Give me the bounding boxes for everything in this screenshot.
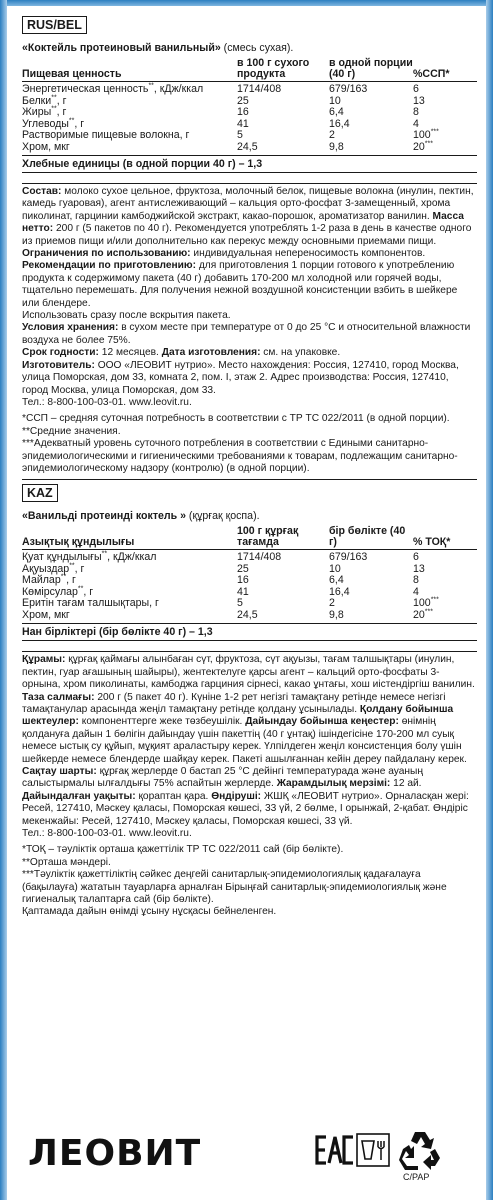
nutrient-name: Көмірсулар**, г xyxy=(22,585,94,598)
right-blue-edge xyxy=(486,0,493,1200)
percent-daily: 100*** xyxy=(413,128,439,141)
percent-daily: 8 xyxy=(413,574,419,587)
percent-daily: 20*** xyxy=(413,139,433,153)
col-header: бір бөлікте (40 г) xyxy=(329,526,413,550)
value-per-portion: 16,4 xyxy=(329,585,350,598)
nutrient-name: Ақуыздар**, г xyxy=(22,562,85,575)
section-label: Дайындау бойынша кеңестер: xyxy=(245,716,399,728)
section-text: ЖШҚ «ЛЕОВИТ нутрио». Орналасқан жері: Ресей, 127410, Мәскеу қаласы, Поморская көшесі, 33 үй, 2 бөлме, I орынжай, 2-қабат. Өндіріс мекенжайы: Ресей, 127410, Мәскеу қаласы, Поморская көшесі, 33 үй. xyxy=(22,790,469,827)
footnote: *ТОҚ – тәуліктік орташа қажеттілік ТР ТС 022/2011 сай (бір бөлікте). xyxy=(22,844,344,856)
section-label: Қолдану бойынша шектеулер: xyxy=(22,703,454,728)
percent-daily: 4 xyxy=(413,117,419,130)
nutrient-name: Энергетическая ценность**, кДж/ккал xyxy=(22,82,204,95)
col-header: % ТОҚ* xyxy=(413,526,477,550)
shelf-life: Срок годности: 12 месяцев. Дата изготовления: см. на упаковке. xyxy=(22,347,341,359)
value-per-100g: 1714/408 xyxy=(237,551,282,564)
nutrient-name: Майлар**, г xyxy=(22,573,76,587)
footnote: **Средние значения. xyxy=(22,425,121,437)
value-per-portion: 6,4 xyxy=(329,106,344,118)
section-text: 200 г (5 пакетов по 40 г). Рекомендуется употреблять 1-2 раза в день в качестве одного из приемов пищи и/или дополнительно как перекус между основными приемами пищи. xyxy=(22,223,472,247)
col-header: в 100 г сухого продукта xyxy=(237,58,329,82)
recycle-code: C/PAP xyxy=(403,1172,430,1182)
value-per-100g: 24,5 xyxy=(237,140,258,153)
nutrition-row xyxy=(22,107,477,119)
percent-daily: 4 xyxy=(413,585,419,598)
section-label: Өндіруші: xyxy=(211,790,262,802)
lang-badge-kaz: KAZ xyxy=(22,484,58,502)
nutrition-row xyxy=(22,130,477,142)
nutrient-name: Хром, мкг xyxy=(22,140,70,153)
storage-conditions: Условия хранения: в сухом месте при температуре от 0 до 25 °С и относительной влажности воздуха не более 75%. xyxy=(22,322,471,346)
section-label: Ограничения по использованию: xyxy=(22,248,191,260)
value-per-portion: 2 xyxy=(329,597,335,610)
nutrient-name: Белки**, г xyxy=(22,93,67,107)
value-per-100g: 16 xyxy=(237,574,249,587)
nutrient-name: Еритін тағам талшықтары, г xyxy=(22,597,159,610)
section-label: Масса нетто: xyxy=(22,210,464,235)
percent-daily: 8 xyxy=(413,106,419,118)
section-label: Жарамдылық мерзімі: xyxy=(276,778,391,790)
nutrient-name: Жиры**, г xyxy=(22,105,67,118)
section-text: құрғақ қаймағы алынбаған сүт, фруктоза, сүт ақуызы, тағам талшықтары (инулин, пектин, гуар ағашының шайыры), жентектелуге қарсы агент – кальций орто-фосфаты 3-орнына, хром пиколинаты, камбоджа гарциния сірнесі, какао ұнтағы, хош иістендіргіш ванилин. xyxy=(22,654,475,691)
nutrient-name: Углеводы**, г xyxy=(22,116,85,130)
nutrition-table-kaz xyxy=(22,526,477,623)
section-label: Таза салмағы: xyxy=(22,691,95,703)
phone-site: Тел.: 8-800-100-03-01. www.leovit.ru. xyxy=(22,828,192,840)
label-content xyxy=(22,16,477,919)
percent-daily: 6 xyxy=(413,83,419,95)
section-text: 200 г (5 пакет 40 г). Күніне 1-2 рет негізгі тамақтану ретінде немесе негізгі тамақтанулар арасында жеңіл тамақтану ретінде қолдану ұсынылады. xyxy=(22,691,446,715)
brand-logo: ЛЕОВИТ xyxy=(28,1133,202,1174)
left-blue-edge xyxy=(0,0,7,1200)
nutrition-row xyxy=(22,550,477,564)
percent-daily: 6 xyxy=(413,551,419,564)
col-header: Пищевая ценность xyxy=(22,58,237,82)
manufacturer: Изготовитель: ООО «ЛЕОВИТ нутрио». Место нахождения: Россия, 127410, город Москва, улица Поморская, дом 33, комната 2, пом. I, этаж 2. Адрес производства: Россия, 127410, город Москва, улица Поморская, дом 33. xyxy=(22,359,459,396)
composition-text xyxy=(22,186,477,310)
nutrition-row xyxy=(22,142,477,156)
section-text: 12 ай. xyxy=(390,778,422,790)
value-per-100g: 24,5 xyxy=(237,608,258,621)
nutrition-row xyxy=(22,610,477,624)
section-label: Дайындалған уақыты: xyxy=(22,790,136,802)
product-title-rus: «Коктейль протеиновый ванильный» (смесь сухая). xyxy=(22,42,294,54)
value-per-100g: 25 xyxy=(237,94,249,107)
food-contact-icon xyxy=(356,1133,390,1167)
value-per-portion: 9,8 xyxy=(329,140,344,153)
percent-daily: 100*** xyxy=(413,596,439,610)
section-text: индивидуальная непереносимость компонентов. xyxy=(190,248,426,260)
section-text: өнімнің қолдануға дайын 1 бөлігін дайындау үшін пакеттің (40 г ұнтақ) ішіндегісіне 170-200 мл суық немесе ыстық су құйып, мұқият араластыру керек. Үлпілдеген жеңіл консистенция болу үшін шейкерде немесе блендерде шайқау керек. Пакеті ашылғаннан кейін дереу пайдалану керек. xyxy=(22,716,467,765)
eac-text: EAC xyxy=(315,1133,318,1134)
value-per-100g: 25 xyxy=(237,562,249,575)
percent-daily: 13 xyxy=(413,94,425,107)
footnote: ***Тәуліктік қажеттіліктің сәйкес деңгейі санитарлық-эпидемиологиялық қадағалауға (бақылауға) жататын тауарларға арналған Бірыңғай санитарлық-эпидемиологиялық және гигиеналық талаптарға сай (бір бөлікте). xyxy=(22,869,447,906)
phone-site: Тел.: 8-800-100-03-01. www.leovit.ru. xyxy=(22,396,192,408)
nutrient-name: Хром, мкг xyxy=(22,608,70,621)
value-per-portion: 2 xyxy=(329,129,335,141)
section-label: Сақтау шарты: xyxy=(22,766,97,777)
col-header: Азықтық құндылығы xyxy=(22,526,237,550)
section-label: Состав: xyxy=(22,186,62,197)
value-per-100g: 5 xyxy=(237,129,243,141)
col-header: в одной порции (40 г) xyxy=(329,57,413,80)
value-per-portion: 16,4 xyxy=(329,117,350,130)
nutrition-row xyxy=(22,82,477,96)
value-per-portion: 10 xyxy=(329,562,341,575)
footnote: **Орташа мәндері. xyxy=(22,856,111,868)
recycle-icon xyxy=(398,1127,442,1171)
value-per-portion: 6,4 xyxy=(329,574,344,587)
value-per-portion: 679/163 xyxy=(329,551,368,564)
section-label: Құрамы: xyxy=(22,654,66,666)
percent-daily: 20*** xyxy=(413,608,433,621)
kaz-section xyxy=(22,479,477,919)
value-per-100g: 41 xyxy=(237,117,249,130)
nutrition-table-rus xyxy=(22,58,477,155)
value-per-100g: 5 xyxy=(237,597,243,610)
footnote: Қаптамада дайын өнімді ұсыну нұсқасы бейнеленген. xyxy=(22,906,277,918)
value-per-portion: 9,8 xyxy=(329,608,344,621)
section-text: қорaптан қара. xyxy=(135,790,212,802)
composition-block-kaz xyxy=(22,651,477,840)
nutrition-row xyxy=(22,96,477,108)
section-text: компоненттерге жеке төзбеушілік. xyxy=(78,716,246,728)
product-title-kaz: «Ванильді протеинді коктель » (құрғақ қоспа). xyxy=(22,510,260,523)
bread-units-kaz: Нан бірліктері (бір бөлікте 40 г) – 1,3 xyxy=(22,623,477,641)
value-per-100g: 1714/408 xyxy=(237,83,282,95)
percent-daily: 13 xyxy=(413,562,425,575)
composition-text xyxy=(22,654,477,828)
section-text: для приготовления 1 порции готового к употреблению продукта к содержимому пакета (40 г) добавить 170-200 мл холодной или горячей воды, тщательно перемешать. Для получения нежной воздушной консистенции взбить в шейкере или блендере. xyxy=(22,260,458,309)
col-header: 100 г құрғақ тағамда xyxy=(237,526,329,550)
value-per-portion: 10 xyxy=(329,94,341,107)
value-per-100g: 16 xyxy=(237,106,249,118)
bread-units-rus: Хлебные единицы (в одной порции 40 г) – 1,3 xyxy=(22,155,477,173)
footnote: ***Адекватный уровень суточного потребления в соответствии с Едиными санитарно-эпидемиологическими и гигиеническими требованиями к товарам, подлежащим санитарно-эпидемиологическому надзору (контролю) (в одной порции). xyxy=(22,438,458,474)
nutrient-name: Қуат құндылығы**, кДж/ккал xyxy=(22,550,157,564)
section-label: Рекомендации по приготовлению: xyxy=(22,260,197,272)
footnotes-rus xyxy=(22,413,477,475)
value-per-portion: 679/163 xyxy=(329,83,368,95)
value-per-100g: 41 xyxy=(237,585,249,598)
top-blue-edge xyxy=(0,0,493,6)
nutrient-name: Растворимые пищевые волокна, г xyxy=(22,129,190,141)
section-text: молоко сухое цельное, фруктоза, молочный белок, пищевые волокна (инулин, пектин, камедь гуаровая), агент антислеживающий – кальция орто-фосфат 3-замещенный, хрома пиколинат, гарцинии камбоджийской экстракт, какао-порошок, ароматизатор ванилин. xyxy=(22,186,474,222)
footnotes-kaz xyxy=(22,844,477,918)
eac-mark-icon xyxy=(315,1133,355,1167)
composition-block-rus xyxy=(22,183,477,409)
col-header: %ССП* xyxy=(413,58,477,82)
lang-badge-rus: RUS/BEL xyxy=(22,16,87,34)
nutrition-row xyxy=(22,564,477,576)
use-note: Использовать сразу после вскрытия пакета. xyxy=(22,310,231,322)
footnote: *ССП – средняя суточная потребность в соответствии с ТР ТС 022/2011 (в одной порции). xyxy=(22,413,450,425)
section-text: құрғақ жерлерде 0 бастап 25 °С дейінгі температурада және ауаның салыстырмалы ылғалдығы 75% аспайтын жерлерде. xyxy=(22,766,423,790)
